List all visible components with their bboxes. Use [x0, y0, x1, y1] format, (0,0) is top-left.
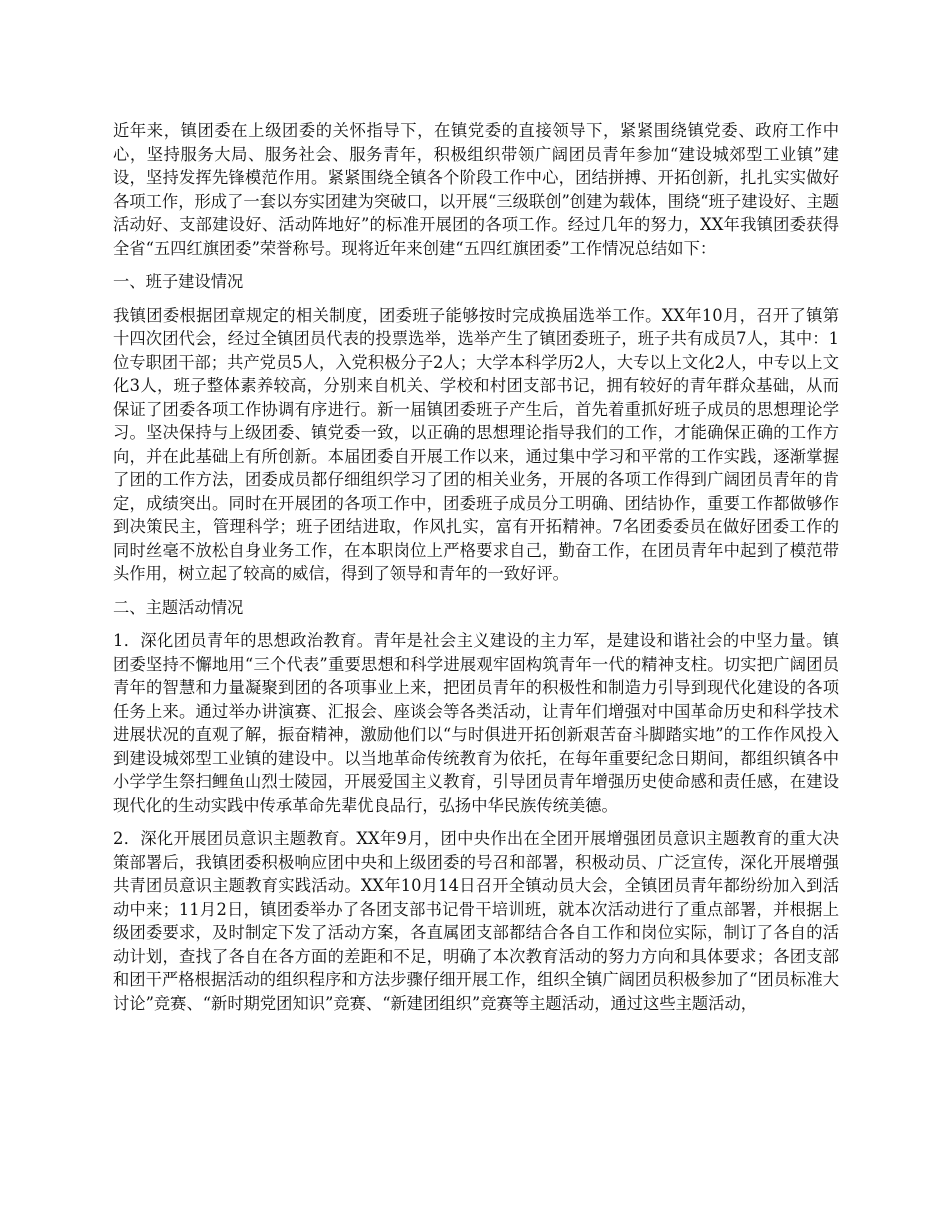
theme-activity-item-2: 2．深化开展团员意识主题教育。XX年9月，团中央作出在全团开展增强团员意识主题教育的重大决策部署后，我镇团委积极响应团中央和上级团委的号召和部署，积极动员、广泛宣传，深化开展增强共青团员意识主题教育实践活动。XX年10月14日召开全镇动员大会，全镇团员青年都纷纷加入到活动中来；11月2日，镇团委举办了各团支部书记骨干培训班，就本次活动进行了重点部署，并根据上级团委要求，及时制定下发了活动方案，各直属团支部都结合各自工作和岗位实际，制订了各自的活动计划，查找了各自在各方面的差距和不足，明确了本次教育活动的努力方向和具体要求；各团支部和团干严格根据活动的组织程序和方法步骤仔细开展工作，组织全镇广阔团员积极参加了“团员标准大讨论”竞赛、“新时期党团知识”竞赛、“新建团组织”竞赛等主题活动，通过这些主题活动， [113, 829, 839, 1013]
theme-activity-item-1: 1．深化团员青年的思想政治教育。青年是社会主义建设的主力军，是建设和谐社会的中坚力量。镇团委坚持不懈地用“三个代表”重要思想和科学进展观牢固构筑青年一代的精神支柱。切实把广阔团员青年的智慧和力量凝聚到团的各项事业上来，把团员青年的积极性和制造力引导到现代化建设的各项任务上来。通过举办讲演赛、汇报会、座谈会等各类活动，让青年们增强对中国革命历史和科学技术进展状况的直观了解，振奋精神，激励他们以“与时俱进开拓创新艰苦奋斗脚踏实地”的工作作风投入到建设城郊型工业镇的建设中。以当地革命传统教育为依托，在每年重要纪念日期间，都组织镇各中小学学生祭扫鲤鱼山烈士陵园，开展爱国主义教育，引导团员青年增强历史使命感和责任感，在建设现代化的生动实践中传承革命先辈优良品行，弘扬中华民族传统美德。 [113, 631, 839, 815]
document-page [113, 119, 839, 1025]
intro-paragraph: 近年来，镇团委在上级团委的关怀指导下，在镇党委的直接领导下，紧紧围绕镇党委、政府工作中心，坚持服务大局、服务社会、服务青年，积极组织带领广阔团员青年参加“建设城郊型工业镇”建设，坚持发挥先锋模范作用。紧紧围绕全镇各个阶段工作中心，团结拼搏、开拓创新，扎扎实实做好各项工作，形成了一套以夯实团建为突破口，以开展“三级联创”创建为载体，围绕“班子建设好、主题活动好、支部建设好、活动阵地好”的标准开展团的各项工作。经过几年的努力，XX年我镇团委获得全省“五四红旗团委”荣誉称号。现将近年来创建“五四红旗团委”工作情况总结如下： [113, 121, 839, 258]
section-heading-theme-activities: 二、主题活动情况 [113, 597, 244, 617]
section-heading-team-building: 一、班子建设情况 [113, 272, 244, 291]
team-building-paragraph: 我镇团委根据团章规定的相关制度，团委班子能够按时完成换届选举工作。XX年10月，召开了镇第十四次团代会，经过全镇团员代表的投票选举，选举产生了镇团委班子，班子共有成员7人，其中：1位专职团干部；共产党员5人，入党积极分子2人；大学本科学历2人，大专以上文化2人，中专以上文化3人，班子整体素养较高，分别来自机关、学校和村团支部书记，拥有较好的青年群众基础，从而保证了团委各项工作协调有序进行。新一届镇团委班子产生后，首先着重抓好班子成员的思想理论学习。坚决保持与上级团委、镇党委一致，以正确的思想理论指导我们的工作，才能确保正确的工作方向，并在此基础上有所创新。本届团委自开展工作以来，通过集中学习和平常的工作实践，逐渐掌握了团的工作方法，团委成员都仔细组织学习了团的相关业务，开展的各项工作得到广阔团员青年的肯定，成绩突出。同时在开展团的各项工作中，团委班子成员分工明确、团结协作，重要工作都做够作到决策民主，管理科学；班子团结进取，作风扎实，富有开拓精神。7名团委委员在做好团委工作的同时丝毫不放松自身业务工作，在本职岗位上严格要求自己，勤奋工作，在团员青年中起到了模范带头作用，树立起了较高的威信，得到了领导和青年的一致好评。 [113, 305, 839, 583]
